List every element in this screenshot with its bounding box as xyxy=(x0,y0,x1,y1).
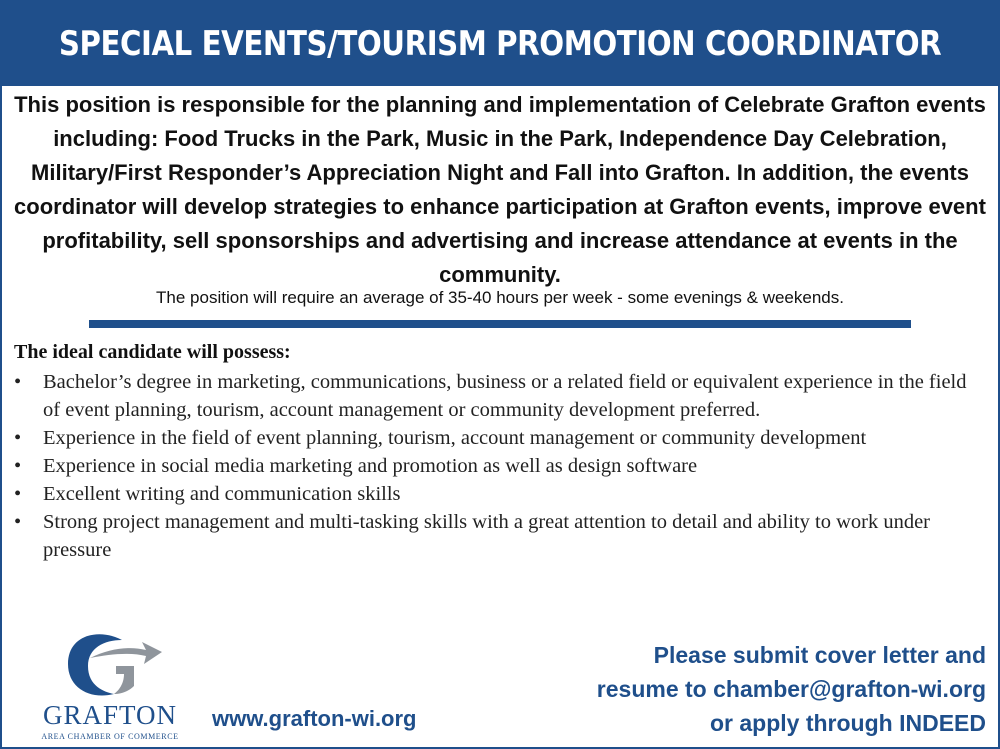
submit-instructions xyxy=(466,638,986,740)
position-description: This position is responsible for the planning and implementation of Celebrate Grafton events including: Food Trucks in the Park, Music in the Park, Independence Day Celebration, Military/First Responder’s Appreciation Night and Fall into Grafton. In addition, the events coordinator will develop strategies to enhance participation at Grafton events, improve event profitability, sell sponsorships and advertising and increase attendance at events in the community. xyxy=(14,92,986,287)
qualifications-list xyxy=(14,368,974,564)
list-item-text: Strong project management and multi-tasking skills with a great attention to detail and ability to work under pressure xyxy=(43,511,930,561)
list-item xyxy=(14,480,974,508)
list-item xyxy=(14,424,974,452)
section-divider xyxy=(89,320,911,328)
list-item-text: Bachelor’s degree in marketing, communications, business or a related field or equivalent experience in the field of event planning, tourism, account management or community development preferred. xyxy=(43,371,967,421)
website-link[interactable]: www.grafton-wi.org xyxy=(212,706,417,731)
bullet-icon: • xyxy=(14,483,22,505)
list-item xyxy=(14,368,974,424)
header-banner xyxy=(2,2,998,86)
qualifications-heading: The ideal candidate will possess: xyxy=(14,341,291,363)
list-item xyxy=(14,452,974,480)
list-item-text: Excellent writing and communication skills xyxy=(43,483,401,505)
hours-note: The position will require an average of 35-40 hours per week - some evenings & weekends. xyxy=(156,288,844,307)
page-title: SPECIAL EVENTS/TOURISM PROMOTION COORDINATOR xyxy=(58,24,942,64)
logo-name: GRAFTON xyxy=(42,700,178,730)
g-swoosh-logo-icon xyxy=(30,628,190,702)
bullet-icon: • xyxy=(14,455,22,477)
list-item-text: Experience in social media marketing and promotion as well as design software xyxy=(43,455,698,477)
bullet-icon: • xyxy=(14,511,22,533)
list-item-text: Experience in the field of event planning, tourism, account management or community development xyxy=(43,427,867,449)
submit-line: Please submit cover letter and xyxy=(653,642,986,668)
list-item xyxy=(14,508,974,564)
submit-line: or apply through INDEED xyxy=(710,710,986,736)
submit-line-email[interactable]: resume to chamber@grafton-wi.org xyxy=(596,676,986,702)
grafton-chamber-logo xyxy=(30,628,190,746)
bullet-icon: • xyxy=(14,427,22,449)
logo-subtitle: AREA CHAMBER OF COMMERCE xyxy=(41,732,179,741)
bullet-icon: • xyxy=(14,371,22,393)
